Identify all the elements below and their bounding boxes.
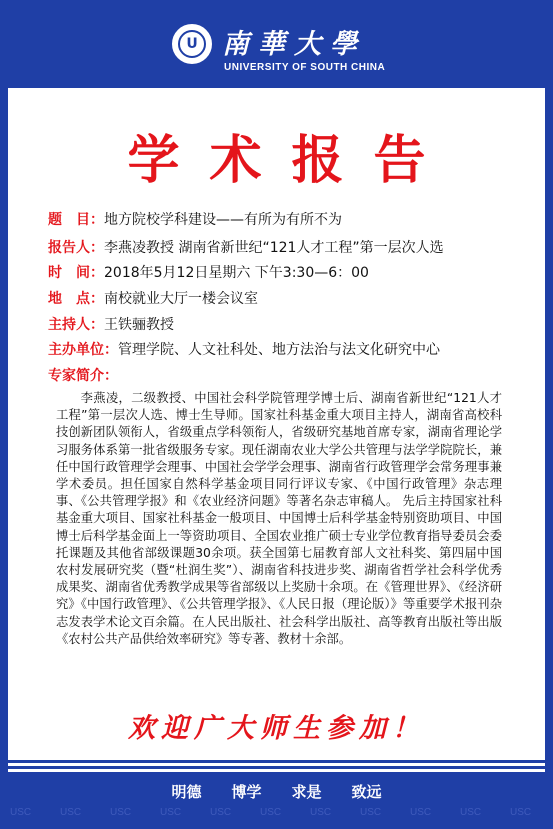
usc-watermark: USC xyxy=(360,807,382,818)
time-label: 时 间： xyxy=(48,265,104,281)
topic-value: 地方院校学科建设——有所为有所不为 xyxy=(104,212,342,228)
host-row xyxy=(48,316,174,334)
speaker-row xyxy=(48,239,444,257)
organizer-value: 管理学院、人文社科处、地方法治与法文化研究中心 xyxy=(118,342,440,358)
usc-watermark: USC xyxy=(60,807,82,818)
usc-watermark: USC xyxy=(210,807,232,818)
topic-label: 题 目： xyxy=(48,212,104,228)
university-name-cn: 南華大學 xyxy=(222,29,366,60)
speaker-value: 李燕凌教授 湖南省新世纪“121人才工程”第一层次人选 xyxy=(104,240,444,256)
welcome-slogan: 欢迎广大师生参加！ xyxy=(128,713,425,744)
usc-watermark: USC xyxy=(460,807,482,818)
usc-watermark: USC xyxy=(510,807,532,818)
usc-watermark: USC xyxy=(260,807,282,818)
usc-watermark: USC xyxy=(110,807,132,818)
time-row xyxy=(48,264,369,282)
organizer-label: 主办单位： xyxy=(48,342,118,358)
footer-stripe xyxy=(0,766,553,769)
speaker-label: 报告人： xyxy=(48,240,104,256)
usc-watermark: USC xyxy=(310,807,332,818)
place-value: 南校就业大厅一楼会议室 xyxy=(104,291,258,307)
usc-watermark: USC xyxy=(10,807,32,818)
usc-watermark: USC xyxy=(410,807,432,818)
poster-title: 学术报告 xyxy=(127,131,456,191)
university-name-en: UNIVERSITY OF SOUTH CHINA xyxy=(224,62,386,73)
topic-row xyxy=(48,211,342,229)
speaker-bio: 李燕凌，二级教授、中国社会科学院管理学博士后、湖南省新世纪“121人才工程”第一层次人选、博士生导师。国家社科基金重大项目主持人，湖南省高校科技创新团队领衔人，省级重点学科领衔人，省级研究基地首席专家，湖南省理论学习服务体系第一批省级服务专家。现任湖南农业大学公共管理与法学学院院长，兼任中国行政管理学会理事、中国社会学学会理事、湖南省行政管理学会常务理事兼学术委员。担任国家自然科学基金项目同行评议专家、《中国行政管理》杂志理事、《公共管理学报》和《农业经济问题》等著名杂志审稿人。 先后主持国家社科基金重大项目、国家社科基金一般项目、中国博士后科学基金特别资助项目、中国博士后科学基金面上一等资助项目、全国农业推广硕士专业学位教育指导委员会委托课题及其他省部级课题30余项。获全国第七届教育部人文社科奖、第四届中国农村发展研究奖（暨“杜润生奖”）、湖南省科技进步奖、湖南省哲学社会科学优秀成果奖、湖南省优秀教学成果等省部级以上奖励十余项。在《管理世界》、《经济研究》《中国行政管理》、《公共管理学报》、《人民日报（理论版）》等重要学术报刊杂志发表学术论文百余篇。在人民出版社、社会科学出版社、高等教育出版社等出版《农村公共产品供给效率研究》等专著、教材十余部。 xyxy=(56,391,502,646)
university-emblem-icon xyxy=(172,24,212,64)
footer-stripe xyxy=(0,760,553,763)
time-value: 2018年5月12日星期六 下午3:30—6：00 xyxy=(104,265,369,281)
place-label: 地 点： xyxy=(48,291,104,307)
host-value: 王铁骊教授 xyxy=(104,317,174,333)
university-header xyxy=(0,0,553,88)
host-label: 主持人： xyxy=(48,317,104,333)
footer-band xyxy=(0,760,553,829)
emblem-symbol: U xyxy=(186,36,198,52)
intro-row xyxy=(48,367,118,385)
university-motto: 明德 博学 求是 致远 xyxy=(171,783,382,801)
intro-label: 专家简介： xyxy=(48,368,118,384)
organizer-row xyxy=(48,341,440,359)
usc-watermark: USC xyxy=(160,807,182,818)
place-row xyxy=(48,290,258,308)
usc-watermark-row xyxy=(0,807,553,827)
